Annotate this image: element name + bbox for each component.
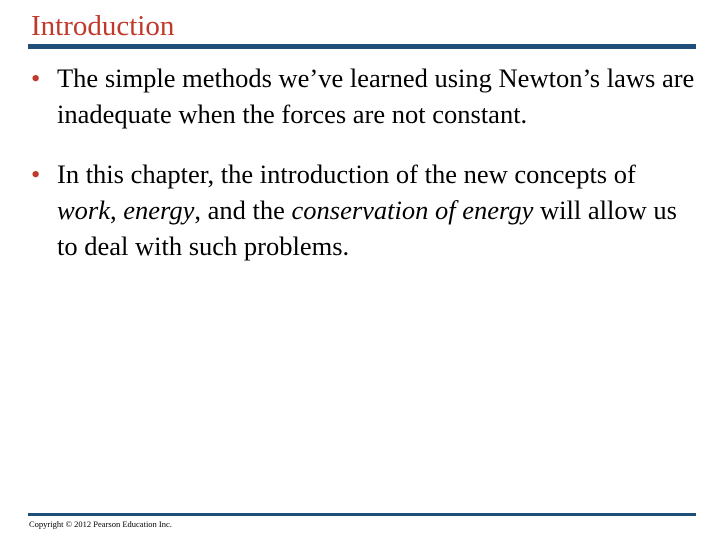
bullet-text-part: , and the bbox=[194, 195, 292, 225]
bullet-text-part: In this chapter, the introduction of the new concepts of bbox=[57, 159, 636, 189]
bullet-text: The simple methods we’ve learned using Newton’s laws are inadequate when the forces are not constant. bbox=[57, 63, 695, 129]
bullet-item-2 bbox=[28, 156, 696, 264]
emphasis-energy: energy bbox=[123, 195, 195, 225]
footer-rule bbox=[28, 513, 696, 516]
bullet-item-1 bbox=[28, 60, 696, 132]
slide-title: Introduction bbox=[31, 10, 175, 42]
bullet-text-part: , bbox=[110, 195, 124, 225]
bullet-list bbox=[28, 60, 696, 288]
title-underline bbox=[28, 44, 696, 49]
emphasis-conservation-of-energy: conservation of energy bbox=[291, 195, 534, 225]
emphasis-work: work bbox=[57, 195, 110, 225]
bullet-marker: • bbox=[31, 63, 41, 93]
bullet-text-part: will allow us to deal with such problems. bbox=[57, 195, 677, 261]
copyright-notice: Copyright © 2012 Pearson Education Inc. bbox=[29, 519, 172, 529]
bullet-marker: • bbox=[31, 159, 41, 189]
